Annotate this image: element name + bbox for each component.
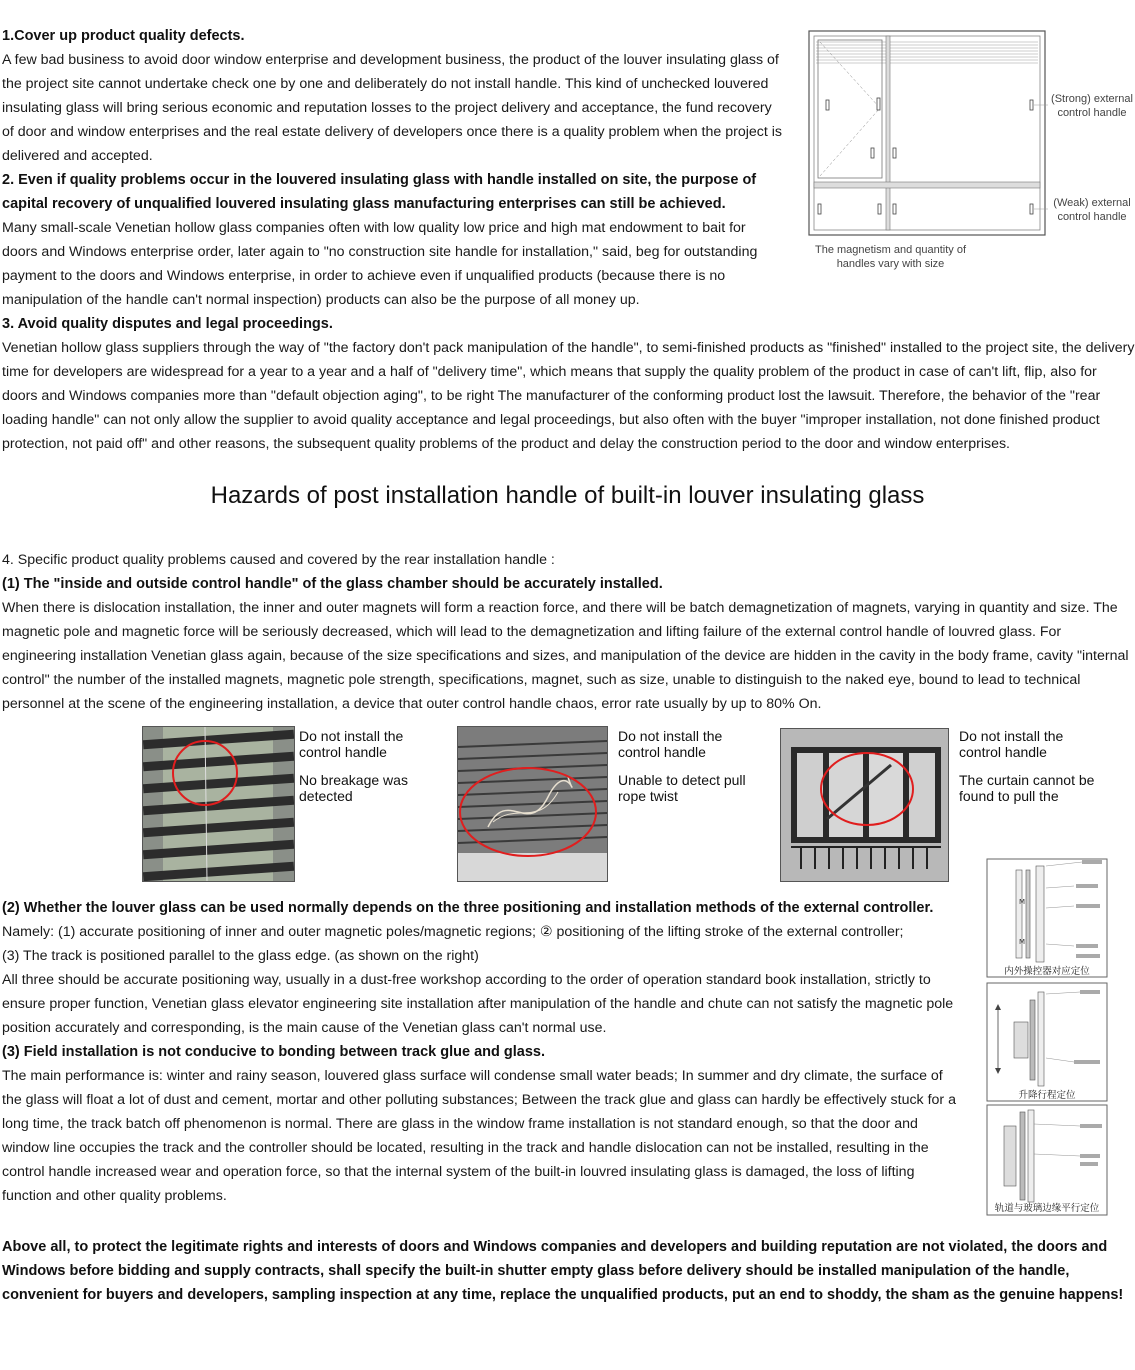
- photo-blinds-2: [457, 726, 608, 882]
- section-2-heading: 2. Even if quality problems occur in the louvered insulating glass with handle installed on site, the purpose of capital recovery of unqualified louvered insulating glass manufacturing enterprises can still be achieved.: [2, 172, 757, 212]
- photo-3-notes: [959, 728, 1109, 804]
- section-1-text: A few bad business to avoid door window enterprise and development business, the product of the louver insulating glass of the project site cannot undertake check one by one and deliberately do not install handle. This kind of unchecked louvered insulating glass will bring serious economic and reputation losses to the project delivery and acceptance, the fund recovery of door and window enterprises and the real estate delivery of developers once there is a quality problem when the project is delivered and accepted.: [2, 52, 782, 164]
- section-6-text: The main performance is: winter and rainy season, louvered glass surface will condense small water beads; In summer and dry climate, the surface of the glass will float a lot of dust and cement, mortar and other polluting substances; Between the track glue and glass can hardly be effectively stuck for a long time, the track batch off phenomenon is normal. There are glass in the window frame installation is not standard enough, so that the door and window line occupies the track and the controller should be located, resulting in the track and handle dislocation can not be installed, resulting in the control handle increased wear and operation force, so that the internal system of the built-in louvred insulating glass is damaged, the loss of lifting function and other quality problems.: [2, 1068, 956, 1204]
- side-diagram-2-caption: 升降行程定位: [1018, 1090, 1076, 1101]
- photo-1-line2: No breakage was detected: [299, 772, 408, 804]
- section-3-text: Venetian hollow glass suppliers through the way of "the factory don't pack manipulation of the handle", to semi-finished products as "finished" installed to the project site, the delivery time for developers are widespread for a year to a year and a half of "delivery time", which means that supply the quality problem of the product in case of can't lift, flip, also for doors and Windows companies more than "default objection aging", to be right The manufacturer of the conforming product lost the lawsuit. Therefore, the behavior of the "rear loading handle" can not only allow the supplier to avoid quality acceptance and legal proceedings, but also often with the buyer "improper installation, not done finished product protection, not paid off" and other reasons, the subsequent quality problems of the product and delay the construction period to the door and window enterprises.: [2, 340, 1135, 452]
- svg-text:M: M: [1019, 938, 1026, 946]
- window-photo-3: [781, 729, 948, 881]
- main-title: Hazards of post installation handle of built-in louver insulating glass: [210, 482, 925, 509]
- section-5-heading: (2) Whether the louver glass can be used normally depends on the three positioning and installation methods of the external controller.: [2, 900, 934, 916]
- conclusion-text: Above all, to protect the legitimate rights and interests of doors and Windows companies and developers and building reputation are not violated, the doors and Windows before bidding and supply contracts, shall specify the built-in shutter empty glass before delivery should be installed manipulation of the handle, convenient for buyers and developers, sampling inspection at any time, replace the unqualified products, put an end to shoddy, the sham as the genuine happens!: [2, 1239, 1124, 1303]
- weak-handle-label: (Weak) external control handle: [1053, 197, 1131, 223]
- photo-3-line1: Do not install the control handle: [959, 728, 1064, 760]
- side-diagram-2: [986, 982, 1108, 1102]
- photo-1-notes: [299, 728, 439, 804]
- section-5: [2, 896, 957, 1208]
- section-5-text: All three should be accurate positioning way, usually in a dust-free workshop according to the order of operation standard book installation, strictly to ensure proper function, Venetian glass elevator engineering site installation after manipulation of the handle and chute can not satisfy the magnetic pole position accurately and corresponding, is the main cause of the Venetian glass can't normal use.: [2, 972, 954, 1036]
- side-diagram-1-caption: 内外操控器对应定位: [1004, 966, 1090, 977]
- photo-3-line2: The curtain cannot be found to pull the: [959, 772, 1095, 804]
- svg-text:M: M: [1019, 898, 1026, 906]
- photo-blinds-1: [142, 726, 295, 882]
- photo-2-line2: Unable to detect pull rope twist: [618, 772, 746, 804]
- section-2-text: Many small-scale Venetian hollow glass companies often with low quality low price and high mat endowment to bait for doors and Windows enterprise order, later again to "no construction site handle for installation," said, beg for outstanding payment to the doors and Windows enterprise, in order to achieve even if unqualified products (because there is no manipulation of the handle can't normal inspection) products can also be the purpose of all money up.: [2, 220, 758, 308]
- side-diagram-3: [986, 1104, 1108, 1216]
- window-diagram: [808, 30, 1133, 280]
- section-3-heading: 3. Avoid quality disputes and legal proceedings.: [2, 316, 333, 332]
- section-1: [2, 24, 782, 312]
- track-parallel-diagram: [986, 1104, 1108, 1216]
- photo-2-notes: [618, 728, 768, 804]
- photo-2-line1: Do not install the control handle: [618, 728, 723, 760]
- section-6-heading: (3) Field installation is not conducive to bonding between track glue and glass.: [2, 1044, 546, 1060]
- section-4-sub1-text: When there is dislocation installation, the inner and outer magnets will form a reaction force, and there will be batch demagnetization of magnets, varying in quantity and size. The magnetic pole and magnetic force will be seriously decreased, which will lead to the demagnetization and lifting failure of the external control handle of louvred glass. For engineering installation Venetian glass again, because of the size specifications and sizes, and manipulation of the device are hidden in the cavity in the body frame, cavity "internal control" the number of the installed magnets, magnetic pole strength, specifications, magnet, such as size, unable to distinguish to the naked eye, bound to lead to technical personnel at the scene of the engineering installation, a device that outer control handle chaos, error rate usually by up to 80% On.: [2, 600, 1129, 712]
- lifting-stroke-diagram: [986, 982, 1108, 1102]
- section-1-heading: 1.Cover up product quality defects.: [2, 28, 245, 44]
- blinds-photo-1: [143, 727, 294, 881]
- strong-handle-label: (Strong) external control handle: [1051, 93, 1133, 119]
- side-diagram-1: [986, 858, 1108, 978]
- window-diagram-caption: The magnetism and quantity of handles vary with size: [814, 244, 967, 270]
- conclusion: [2, 1235, 1135, 1307]
- photo-window-3: [780, 728, 949, 882]
- blinds-photo-2: [458, 727, 607, 881]
- section-3: [2, 312, 1135, 456]
- magnet-positioning-diagram: [986, 858, 1108, 978]
- section-4-intro: 4. Specific product quality problems caused and covered by the rear installation handle :: [2, 552, 555, 568]
- section-5-line2: (3) The track is positioned parallel to the glass edge. (as shown on the right): [2, 948, 479, 964]
- window-drawing: [808, 30, 1048, 240]
- photo-1-line1: Do not install the control handle: [299, 728, 404, 760]
- section-5-line1: Namely: (1) accurate positioning of inner and outer magnetic poles/magnetic regions; ② positioning of the lifting stroke of the external controller;: [2, 924, 904, 940]
- section-4-sub1-heading: (1) The "inside and outside control handle" of the glass chamber should be accurately installed.: [2, 576, 663, 592]
- section-4: [2, 548, 1135, 716]
- side-diagram-3-caption: 轨道与玻璃边缘平行定位: [994, 1203, 1100, 1214]
